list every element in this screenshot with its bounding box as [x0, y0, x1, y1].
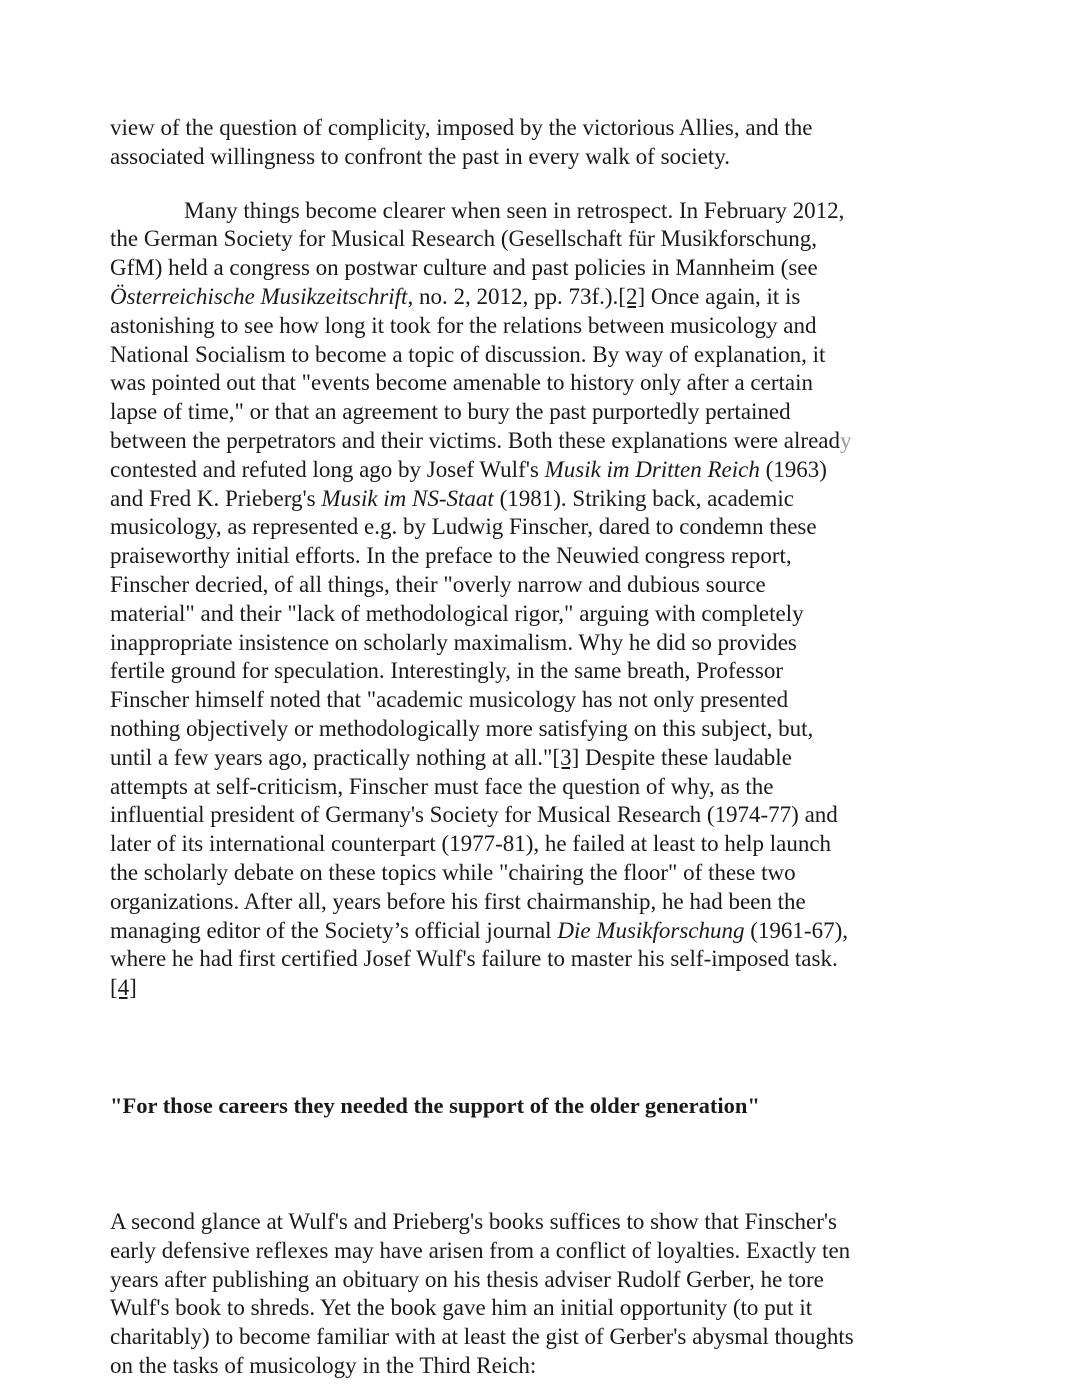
text-line: early defensive reflexes may have arisen from a conflict of loyalties. Exactly ten: [110, 1237, 851, 1263]
text-line: and Fred K. Prieberg's Musik im NS-Staat (1981). Striking back, academic: [110, 485, 795, 511]
text-line: nothing objectively or methodologically more satisfying on this subject, but,: [110, 715, 814, 741]
text-line: astonishing to see how long it took for the relations between musicology and: [110, 312, 817, 338]
text-line: [110, 974, 930, 1003]
text-line: lapse of time," or that an agreement to bury the past purportedly pertained: [110, 399, 791, 425]
text-line: years after publishing an obituary on his thesis adviser Rudolf Gerber, he tore: [110, 1266, 824, 1292]
text-line: associated willingness to confront the past in every walk of society.: [110, 143, 730, 169]
text-line: the scholarly debate on these topics while "chairing the floor" of these two: [110, 859, 796, 885]
text-line: charitably) to become familiar with at least the gist of Gerber's abysmal thoughts: [110, 1324, 854, 1350]
text-line: Finscher decried, of all things, their "overly narrow and dubious source: [110, 571, 766, 597]
book-title: Musik im NS-Staat: [321, 485, 494, 511]
text-line: view of the question of complicity, imposed by the victorious Allies, and the: [110, 115, 813, 140]
text-line: material" and their "lack of methodological rigor," arguing with completely: [110, 600, 804, 626]
text-line: organizations. After all, years before his first chairmanship, he had been the: [110, 888, 806, 914]
text-line: contested and refuted long ago by Josef Wulf's Musik im Dritten Reich (1963): [110, 456, 827, 482]
text-line: managing editor of the Society’s official journal Die Musikforschung (1961-67),: [110, 917, 848, 943]
text-line: where he had first certified Josef Wulf's failure to master his self-imposed task.: [110, 946, 838, 972]
text-line: later of its international counterpart (1977-81), he failed at least to help launch: [110, 831, 832, 857]
journal-title: Österreichische Musikzeitschrift: [110, 283, 408, 309]
text-line: Wulf's book to shreds. Yet the book gave him an initial opportunity (to put it: [110, 1295, 813, 1321]
text-line: praiseworthy initial efforts. In the preface to the Neuwied congress report,: [110, 543, 792, 569]
text-line: Many things become clearer when seen in retrospect. In February 2012,: [184, 197, 845, 223]
text-line: was pointed out that "events become amenable to history only after a certain: [110, 370, 813, 396]
section-heading: "For those careers they needed the support of the older generation": [110, 1092, 760, 1118]
text-line: Finscher himself noted that "academic musicology has not only presented: [110, 687, 789, 713]
text-line: on the tasks of musicology in the Third Reich:: [110, 1352, 537, 1378]
paragraph-retrospect: [110, 197, 930, 1003]
paragraph-continuation: [110, 114, 930, 172]
text-line: attempts at self-criticism, Finscher must face the question of why, as the: [110, 773, 774, 799]
text-line: fertile ground for speculation. Interestingly, in the same breath, Professor: [110, 658, 783, 684]
journal-title: Die Musikforschung: [557, 917, 745, 943]
paragraph-second-glance: [110, 1208, 930, 1381]
text-line: Österreichische Musikzeitschrift, no. 2, 2012, pp. 73f.).[2] Once again, it is: [110, 283, 801, 309]
text-line: musicology, as represented e.g. by Ludwig Finscher, dared to condemn these: [110, 514, 817, 540]
text-line: National Socialism to become a topic of discussion. By way of explanation, it: [110, 341, 826, 367]
text-line: influential president of Germany's Society for Musical Research (1974-77) and: [110, 802, 838, 828]
text-line: inappropriate insistence on scholarly maximalism. Why he did so provides: [110, 629, 797, 655]
footnote-link-2[interactable]: [2]: [618, 283, 646, 309]
text-line: until a few years ago, practically nothing at all."[3] Despite these laudable: [110, 744, 792, 770]
document-page: [110, 114, 930, 1381]
text-line: A second glance at Wulf's and Prieberg's books suffices to show that Finscher's: [110, 1208, 837, 1234]
book-title: Musik im Dritten Reich: [544, 456, 760, 482]
footnote-link-4[interactable]: [4]: [110, 975, 137, 1001]
footnote-link-3[interactable]: [3]: [552, 744, 580, 770]
text-line: between the perpetrators and their victims. Both these explanations were already: [110, 427, 852, 453]
text-line: the German Society for Musical Research (Gesellschaft für Musikforschung,: [110, 226, 818, 252]
text-line: GfM) held a congress on postwar culture and past policies in Mannheim (see: [110, 255, 818, 281]
